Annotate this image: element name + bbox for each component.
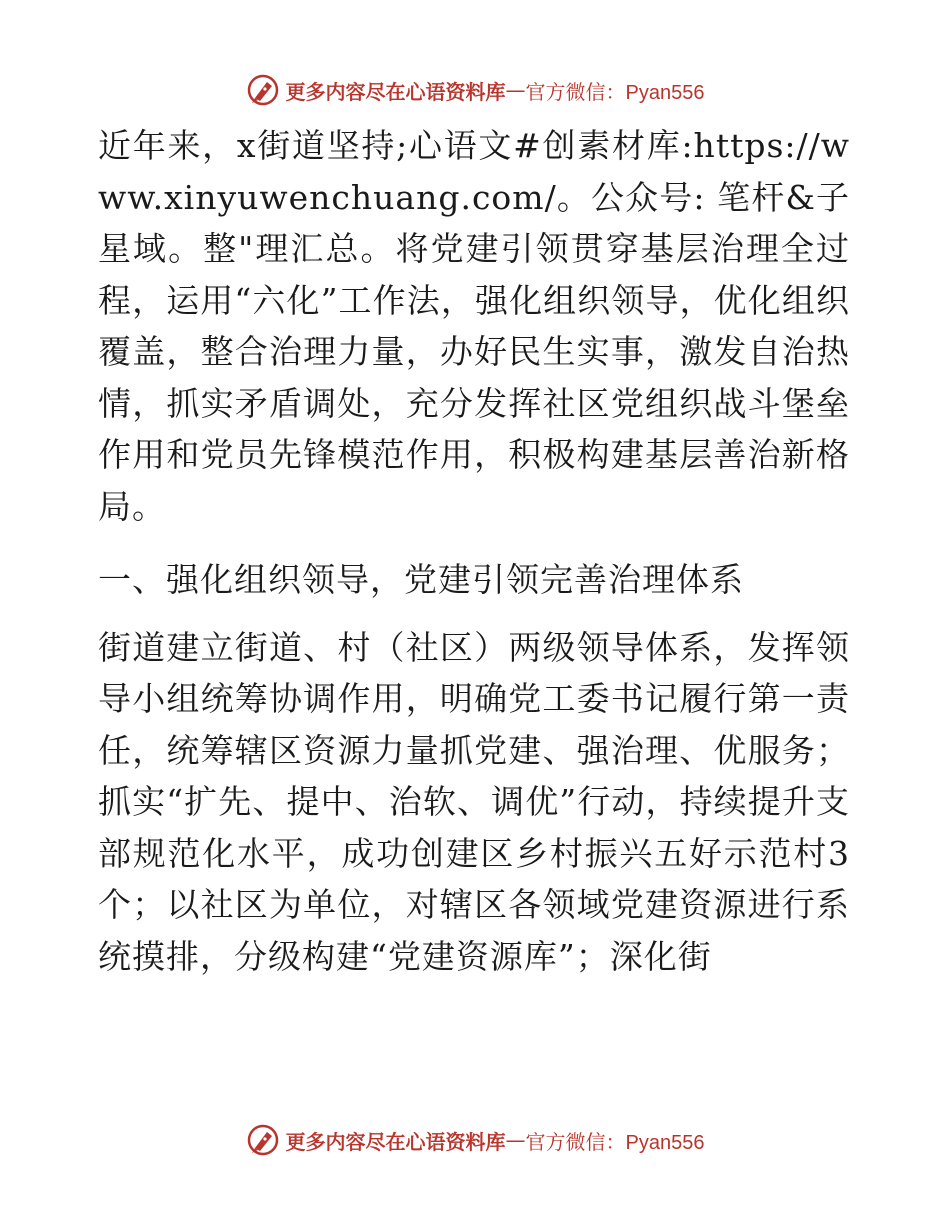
pen-nib-logo-icon xyxy=(246,73,280,107)
footer-banner xyxy=(0,1122,950,1158)
banner-slogan: 更多内容尽在心语资料库 xyxy=(285,79,506,104)
pen-nib-logo-icon xyxy=(246,1123,280,1157)
section-1-paragraph: 街道建立街道、村（社区）两级领导体系，发挥领导小组统筹协调作用，明确党工委书记履行第一责任，统筹辖区资源力量抓党建、强治理、优服务；抓实“扩先、提中、治软、调优”行动，持续提升支部规范化水平，成功创建区乡村振兴五好示范村3个；以社区为单位，对辖区各领域党建资源进行系统摸排，分级构建“党建资源库”；深化街 xyxy=(98,627,850,976)
banner-separator: — xyxy=(505,78,526,102)
header-banner xyxy=(0,72,950,108)
section-1-heading: 一、强化组织领导，党建引领完善治理体系 xyxy=(98,560,744,599)
banner-contact: 官方微信：Pyan556 xyxy=(525,81,705,104)
footer-separator: — xyxy=(505,1128,526,1152)
footer-slogan: 更多内容尽在心语资料库 xyxy=(285,1129,506,1154)
document-body xyxy=(98,120,850,982)
footer-contact: 官方微信：Pyan556 xyxy=(525,1131,705,1154)
intro-paragraph: 近年来，x街道坚持;心语文#创素材库:https://www.xinyuwenchuang.com/。公众号: 笔杆&子星域。整"理汇总。将党建引领贯穿基层治理全过程，运用“六化”工作法，强化组织领导，优化组织覆盖，整合治理力量，办好民生实事，激发自治热情，抓实矛盾调处，充分发挥社区党组织战斗堡垒作用和党员先锋模范作用，积极构建基层善治新格局。 xyxy=(98,126,850,526)
